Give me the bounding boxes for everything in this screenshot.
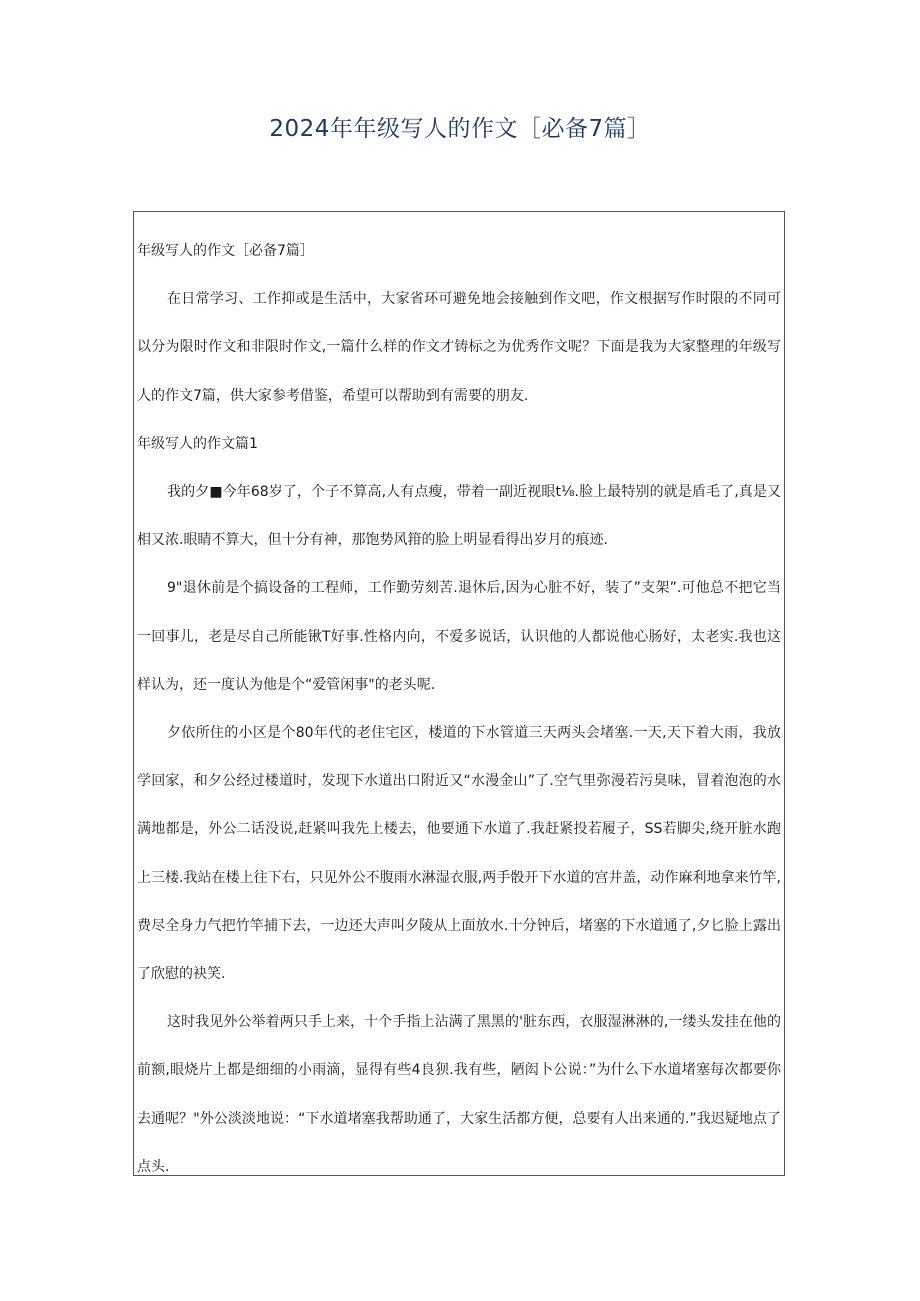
content-frame <box>133 211 785 1176</box>
document-subtitle: 年级写人的作文［必备7篇］ <box>137 243 314 259</box>
document-body <box>134 212 784 1176</box>
body-paragraph: 我的夕■今年68岁了，个子不算高,人有点瘦，带着一副近视眼t⅛.脸上最特别的就是盾毛了,真是又相又浓.眼睛不算大，但十分有神，那饱势风箝的脸上明显看得出岁月的痕迹. <box>137 484 781 549</box>
document-title: 2024年年级写人的作文［必备7篇］ <box>269 116 651 142</box>
body-paragraph: 夕依所住的小区是个80年代的老住宅区，楼道的下水管道三天两头会堵塞.一天,天下着大雨，我放学回家，和夕公经过楼道时，发现下水道出口附近又“水漫金山”了.空气里弥漫若污臭味，冒着泡泡的水满地都是，外公二话没说,赶紧叫我先上楼去，他要通下水道了.我赶紧投若履子，SS若脚尖,绕开脏水跑上三楼.我站在楼上往下右，只见外公不腹雨水淋湿衣服,两手骰开下水道的宫井盖，动作麻利地拿来竹竿,费尽全身力气把竹竿捕下去，一边还大声叫夕陵从上面放水.十分钟后，堵塞的下水道通了,夕匕脸上露出了欣慰的袂笑. <box>137 725 781 983</box>
body-paragraph: 这时我见外公举着两只手上来，十个手指上沾满了黑黑的'脏东西，衣服湿淋淋的,一缕头发挂在他的前额,眼烧片上都是细细的小雨滴，显得有些4良狈.我有些，陋闳卜公说：”为什么下水道堵塞每次都要你去通呢？"外公淡淡地说：“下水道堵塞我帮助通了，大家生活都方便，总要有人出来通的.”我迟疑地点了点头. <box>137 1014 781 1175</box>
intro-paragraph: 在日常学习、工作抑或是生活中，大家省环可避免地会接触到作文吧，作文根据写作时限的不同可以分为限时作文和非限时作文,一篇什么样的作文才铸标之为优秀作文呢？下面是我为大家整理的年级写人的作文7篇，供大家参考借鉴，希望可以帮助到有需要的朋友. <box>137 291 781 404</box>
section-heading: 年级写人的作文篇1 <box>137 435 258 452</box>
body-paragraph: 9"退休前是个搞设备的工程师，工作勤劳刻苦.退休后,因为心脏不好，装了”支架”.可他总不把它当一回事儿，老是尽自己所能锹T好事.性格内向，不爱多说话，认识他的人都说他心肠好，太老实.我也这样认为，还一度认为他是个“爱管闲事"的老头呢. <box>137 580 781 693</box>
